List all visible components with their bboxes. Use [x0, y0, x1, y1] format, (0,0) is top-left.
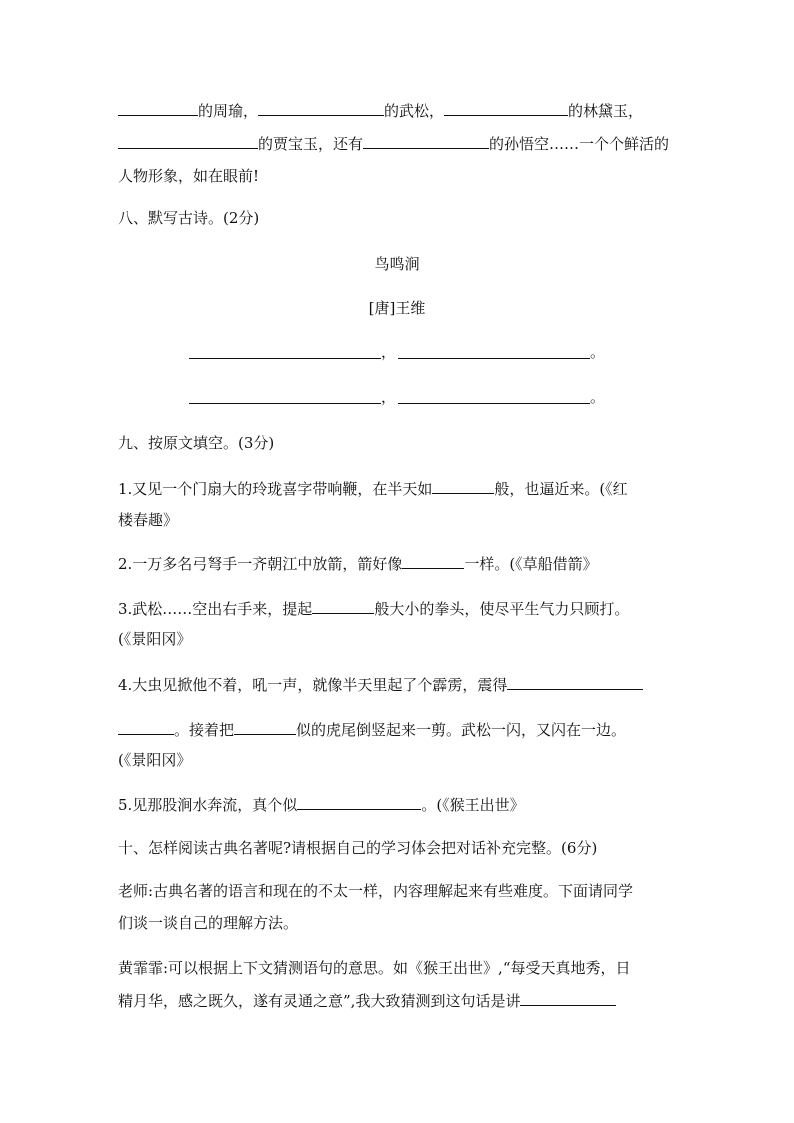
poem-author: [唐]王维 [368, 299, 426, 317]
q7-line-2 [118, 133, 669, 154]
q10-heading: 十、怎样阅读古典名著呢?请根据自己的学习体会把对话补充完整。(6分) [118, 839, 598, 857]
item-text: 4.大虫见掀他不着，吼一声，就像半天里起了个霹雳，震得 [118, 676, 508, 694]
answer-blank[interactable] [118, 719, 174, 735]
q9-item-4 [118, 674, 643, 695]
item-text: 精月华，感之既久，遂有灵通之意”,我大致猜测到这句话是讲 [118, 992, 521, 1010]
q7-text: 的武松， [384, 102, 445, 120]
student-line-2 [118, 990, 616, 1011]
q7-text: 的孙悟空……一个个鲜活的 [489, 135, 670, 153]
item-text: 一样。(《草船借箭》 [464, 555, 598, 573]
item-text: 2.一万多名弓弩手一齐朝江中放箭，箭好像 [118, 555, 403, 573]
answer-blank[interactable] [402, 553, 464, 569]
teacher-line-2: 们谈一谈自己的理解方法。 [118, 914, 299, 932]
q7-text: 的林黛玉， [568, 102, 644, 120]
q9-item-3 [118, 598, 629, 619]
answer-blank[interactable] [520, 990, 616, 1006]
period: 。 [590, 388, 606, 406]
q9-item-1 [118, 478, 628, 499]
q7-line-3: 人物形象，如在眼前! [118, 167, 260, 185]
poem-answer-line[interactable] [189, 403, 381, 404]
poem-answer-line[interactable] [398, 358, 590, 359]
item-text: 似的虎尾倒竖起来一剪。武松一闪，又闪在一边。 [296, 721, 627, 739]
q9-item-4-cont [118, 719, 626, 740]
q9-item-4-source: (《景阳冈》 [118, 751, 192, 769]
item-text: 般，也逼近来。(《红 [494, 480, 628, 498]
answer-blank[interactable] [444, 100, 568, 116]
answer-blank[interactable] [363, 133, 489, 149]
q8-heading: 八、默写古诗。(2分) [118, 209, 260, 227]
q7-line-1 [118, 100, 643, 121]
teacher-line-1: 老师:古典名著的语言和现在的不太一样，内容理解起来有些难度。下面请同学 [118, 882, 634, 900]
item-text: 。接着把 [174, 721, 235, 739]
answer-blank[interactable] [234, 719, 296, 735]
poem-answer-line[interactable] [398, 403, 590, 404]
q9-item-1-cont: 楼春趣》 [118, 511, 179, 529]
q7-text: 的贾宝玉，还有 [258, 135, 364, 153]
comma: ， [381, 388, 397, 406]
comma: ， [381, 343, 397, 361]
q7-text: 的周瑜， [198, 102, 259, 120]
poem-title: 鸟鸣涧 [374, 255, 420, 273]
answer-blank[interactable] [118, 133, 258, 149]
poem-answer-line[interactable] [189, 358, 381, 359]
q9-item-3-cont: (《景阳冈》 [118, 630, 192, 648]
period: 。 [590, 343, 606, 361]
item-text: 5.见那股涧水奔流，真个似 [118, 796, 298, 814]
q9-item-2 [118, 553, 598, 574]
q9-heading: 九、按原文填空。(3分) [118, 434, 275, 452]
answer-blank[interactable] [297, 794, 421, 810]
answer-blank[interactable] [432, 478, 494, 494]
item-text: 3.武松……空出右手来，提起 [118, 600, 313, 618]
answer-blank[interactable] [118, 100, 198, 116]
answer-blank[interactable] [258, 100, 384, 116]
answer-blank[interactable] [312, 598, 374, 614]
item-text: 。(《猴王出世》 [421, 796, 525, 814]
student-line-1: 黄霏霏:可以根据上下文猜测语句的意思。如《猴王出世》,“每受天真地秀，日 [118, 959, 631, 977]
item-text: 般大小的拳头，使尽平生气力只顾打。 [374, 600, 630, 618]
answer-blank[interactable] [507, 674, 643, 690]
item-text: 1.又见一个门扇大的玲珑喜字带响鞭，在半天如 [118, 480, 433, 498]
q9-item-5 [118, 794, 525, 815]
